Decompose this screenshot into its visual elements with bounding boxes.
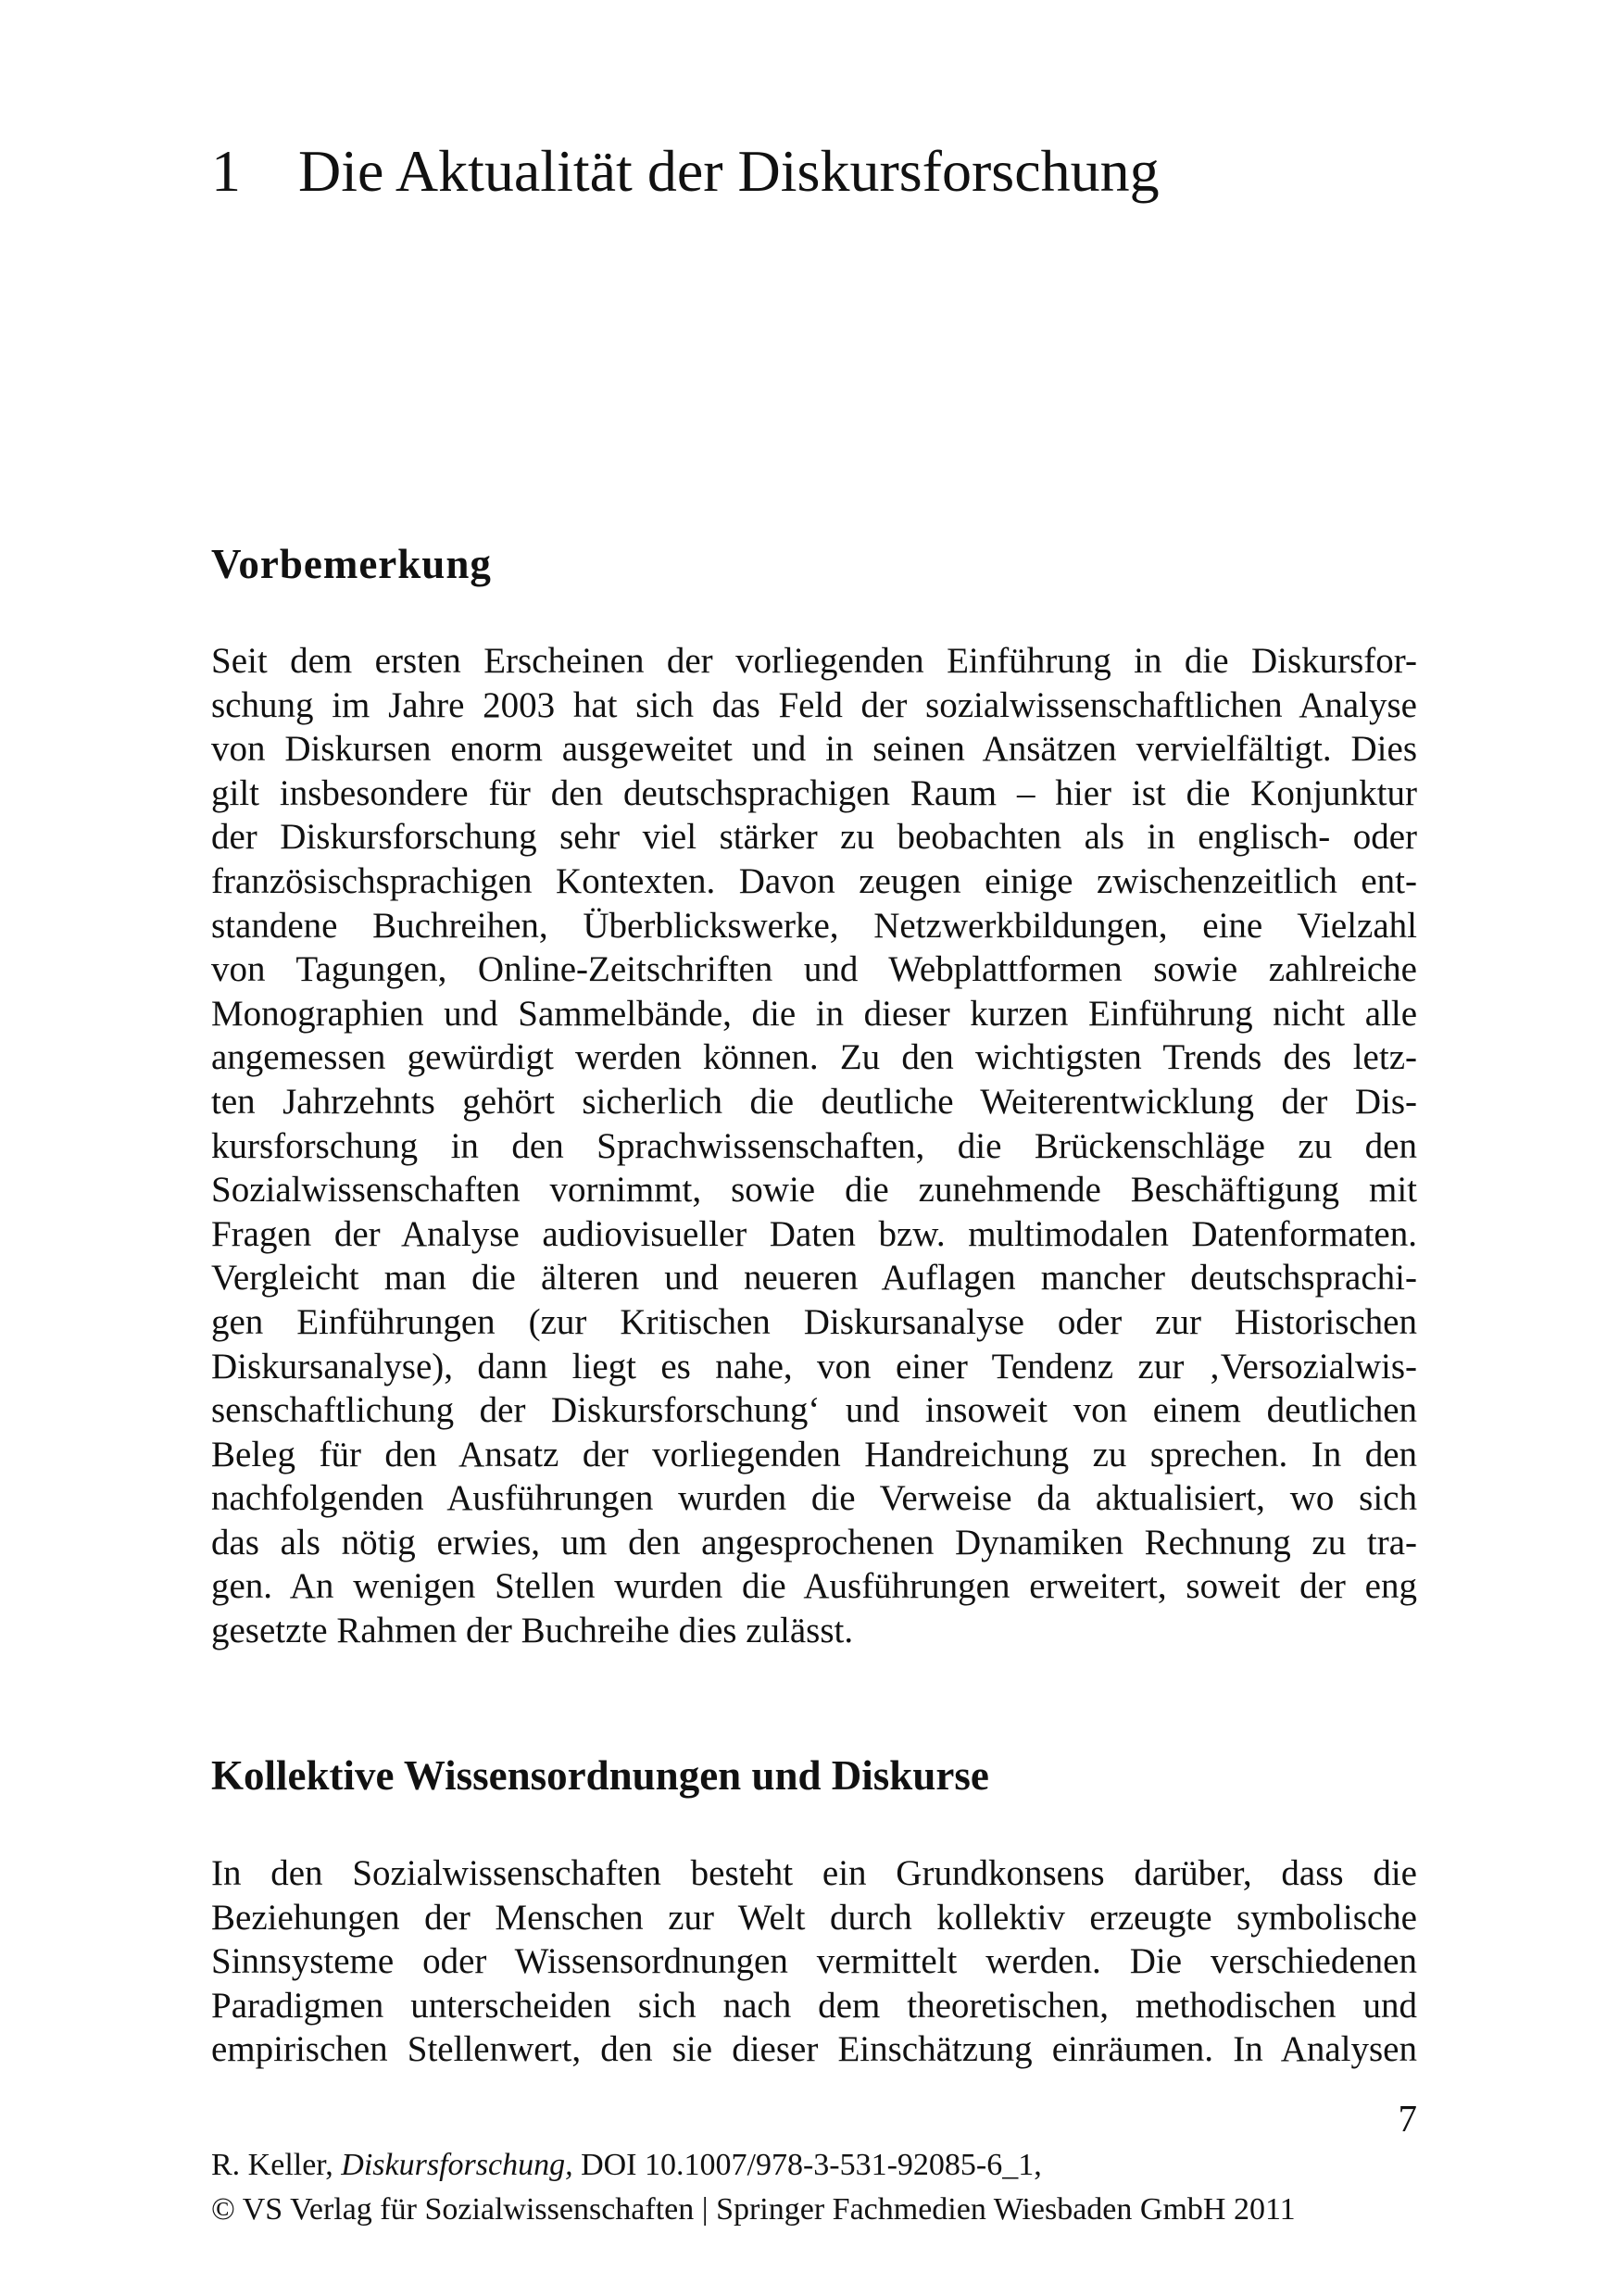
text-line: von Tagungen, Online-Zeitschriften und Webplattformen sowie zahlreiche xyxy=(211,949,1417,990)
footer-doi: DOI 10.1007/978-3-531-92085-6_1, xyxy=(581,2148,1042,2182)
text-line: standene Buchreihen, Überblickswerke, Netzwerkbildungen, eine Vielzahl xyxy=(211,905,1417,946)
text-line: Beziehungen der Menschen zur Welt durch kollektiv erzeugte symbolische xyxy=(211,1897,1417,1938)
text-line: der Diskursforschung sehr viel stärker zu beobachten als in englisch- oder xyxy=(211,817,1417,858)
text-line: senschaftlichung der Diskursforschung‘ und insoweit von einem deutlichen xyxy=(211,1390,1417,1431)
text-line: gen. An wenigen Stellen wurden die Ausführungen erweitert, soweit der eng xyxy=(211,1566,1417,1607)
text-line: französischsprachigen Kontexten. Davon zeugen einige zwischenzeitlich ent- xyxy=(211,860,1417,901)
text-line: ten Jahrzehnts gehört sicherlich die deutliche Weiterentwicklung der Dis- xyxy=(211,1081,1417,1122)
chapter-title xyxy=(211,139,1160,204)
text-line: von Diskursen enorm ausgeweitet und in seinen Ansätzen vervielfältigt. Dies xyxy=(211,729,1417,770)
section-heading-wissensordnungen: Kollektive Wissensordnungen und Diskurse xyxy=(211,1752,989,1799)
text-line: gilt insbesondere für den deutschsprachigen Raum – hier ist die Konjunktur xyxy=(211,772,1417,813)
chapter-title-text: Die Aktualität der Diskursforschung xyxy=(298,138,1160,204)
text-line: Diskursanalyse), dann liegt es nahe, von einer Tendenz zur ‚Versozialwis- xyxy=(211,1346,1417,1386)
chapter-number: 1 xyxy=(211,138,241,204)
text-line: gesetzte Rahmen der Buchreihe dies zulässt. xyxy=(211,1611,854,1651)
section-heading-vorbemerkung: Vorbemerkung xyxy=(211,541,492,587)
text-line: angemessen gewürdigt werden können. Zu den wichtigsten Trends des letz- xyxy=(211,1037,1417,1078)
footer-citation xyxy=(211,2143,1296,2232)
text-line: Vergleicht man die älteren und neueren Auflagen mancher deutschsprachi- xyxy=(211,1258,1417,1299)
footer-author: R. Keller, xyxy=(211,2148,333,2182)
paragraph-wissensordnungen xyxy=(211,1851,1417,2072)
text-line: gen Einführungen (zur Kritischen Diskursanalyse oder zur Historischen xyxy=(211,1301,1417,1342)
text-line: empirischen Stellenwert, den sie dieser Einschätzung einräumen. In Analysen xyxy=(211,2029,1417,2070)
text-line: Fragen der Analyse audiovisueller Daten bzw. multimodalen Datenformaten. xyxy=(211,1213,1417,1254)
text-line: Monographien und Sammelbände, die in dieser kurzen Einführung nicht alle xyxy=(211,993,1417,1034)
text-line: kursforschung in den Sprachwissenschaften, die Brückenschläge zu den xyxy=(211,1125,1417,1166)
text-line: In den Sozialwissenschaften besteht ein Grundkonsens darüber, dass die xyxy=(211,1853,1417,1893)
text-line: Beleg für den Ansatz der vorliegenden Handreichung zu sprechen. In den xyxy=(211,1434,1417,1474)
text-line: Seit dem ersten Erscheinen der vorliegenden Einführung in die Diskursfor- xyxy=(211,641,1417,681)
footer-copyright: © VS Verlag für Sozialwissenschaften | Springer Fachmedien Wiesbaden GmbH 2011 xyxy=(211,2192,1296,2227)
paragraph-vorbemerkung xyxy=(211,639,1417,1653)
text-line: Sinnsysteme oder Wissensordnungen vermittelt werden. Die verschiedenen xyxy=(211,1941,1417,1982)
page-number: 7 xyxy=(1398,2097,1417,2139)
text-line: das als nötig erwies, um den angesprochenen Dynamiken Rechnung zu tra- xyxy=(211,1522,1417,1562)
footer-citation-line xyxy=(211,2143,1296,2188)
text-line: Sozialwissenschaften vornimmt, sowie die zunehmende Beschäftigung mit xyxy=(211,1170,1417,1211)
text-line: Paradigmen unterscheiden sich nach dem theoretischen, methodischen und xyxy=(211,1985,1417,2026)
text-line: schung im Jahre 2003 hat sich das Feld der sozialwissenschaftlichen Analyse xyxy=(211,684,1417,725)
text-line: nachfolgenden Ausführungen wurden die Verweise da aktualisiert, wo sich xyxy=(211,1478,1417,1519)
footer-book-title: Diskursforschung, xyxy=(341,2148,573,2182)
